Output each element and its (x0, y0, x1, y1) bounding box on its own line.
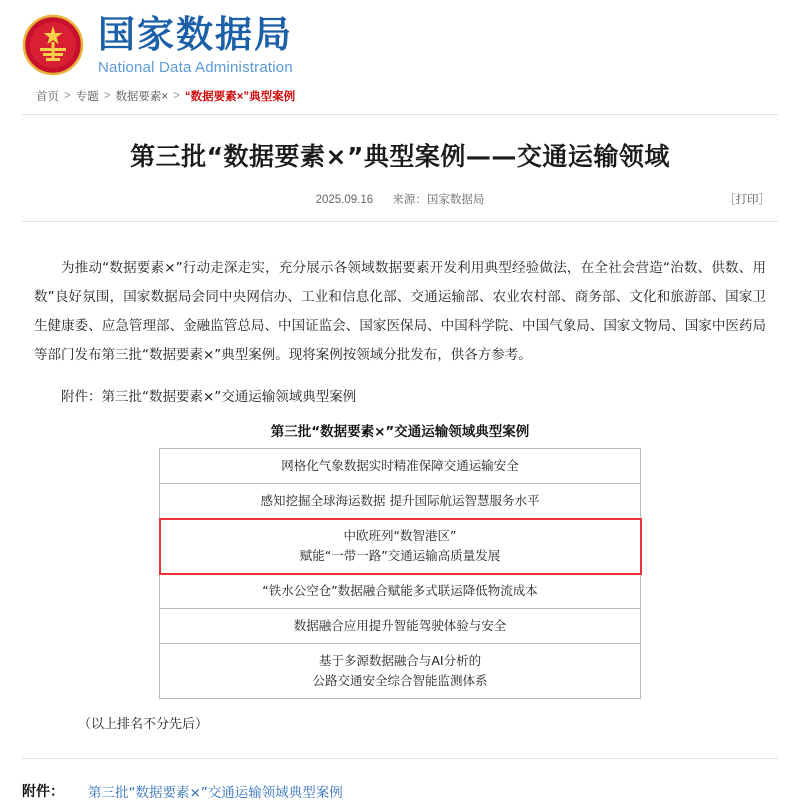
national-emblem-icon (22, 14, 84, 76)
article-body (34, 222, 766, 732)
case-line-2: 公路交通安全综合智能监测体系 (312, 673, 488, 688)
ranking-note: （以上排名不分先后） (78, 717, 209, 732)
footer-divider (22, 758, 778, 759)
attachment-label: 附件： (22, 784, 64, 800)
breadcrumb-separator: > (103, 90, 111, 102)
case-table-title: 第三批“数据要素×”交通运输领域典型案例 (270, 424, 530, 440)
case-cell: 感知挖掘全球海运数据 提升国际航运智慧服务水平 (160, 484, 641, 519)
breadcrumb (36, 88, 800, 104)
site-brand (98, 14, 293, 76)
table-row[interactable] (160, 484, 641, 519)
case-cell (160, 644, 641, 699)
attachment-section (22, 781, 800, 801)
breadcrumb-item-current: “数据要素×”典型案例 (184, 91, 296, 103)
header-divider (22, 114, 778, 115)
attachment-file-link[interactable]: 第三批“数据要素×”交通运输领域典型案例 (88, 785, 343, 801)
breadcrumb-separator: > (173, 90, 180, 102)
site-header (0, 0, 800, 76)
case-line-1: 基于多源数据融合与AI分析的 (318, 653, 482, 668)
case-cell: 网格化气象数据实时精准保障交通运输安全 (160, 449, 641, 484)
table-row-highlighted[interactable] (160, 519, 641, 574)
table-row[interactable] (160, 609, 641, 644)
article-meta (0, 191, 800, 207)
article-source: 来源：国家数据局 (392, 194, 485, 206)
breadcrumb-item-data-element[interactable]: 数据要素× (115, 91, 169, 103)
case-cell: “铁水公空仓”数据融合赋能多式联运降低物流成本 (160, 574, 641, 609)
case-line-1: 中欧班列“数智港区” (343, 528, 457, 543)
print-button[interactable]: ［打印］ (724, 194, 770, 206)
page-title: 第三批“数据要素×”典型案例——交通运输领域 (130, 142, 670, 171)
case-table (159, 448, 641, 699)
org-name-cn: 国家数据局 (98, 13, 293, 56)
table-row[interactable] (160, 574, 641, 609)
org-name-en: National Data Administration (98, 58, 293, 76)
table-row[interactable] (160, 644, 641, 699)
article-paragraph: 为推动“数据要素×”行动走深走实，充分展示各领域数据要素开发利用典型经验做法，在全社会营造“治数、供数、用数”良好氛围，国家数据局会同中央网信办、工业和信息化部、交通运输部、农业农村部、商务部、文化和旅游部、国家卫生健康委、应急管理部、金融监管总局、中国证监会、国家医保局、中国科学院、中国气象局、国家文物局、国家中医药局等部门发布第三批“数据要素×”典型案例。现将案例按领域分批发布，供各方参考。 (34, 259, 766, 363)
attachment-intro: 附件：第三批“数据要素×”交通运输领域典型案例 (61, 389, 357, 405)
case-line-2: 赋能“一带一路”交通运输高质量发展 (299, 548, 501, 563)
breadcrumb-separator: > (64, 90, 71, 102)
case-cell: 数据融合应用提升智能驾驶体验与安全 (160, 609, 641, 644)
breadcrumb-item-topic[interactable]: 专题 (75, 91, 99, 103)
case-cell (160, 519, 641, 574)
publish-date: 2025.09.16 (315, 194, 374, 206)
table-row[interactable] (160, 449, 641, 484)
breadcrumb-item-home[interactable]: 首页 (36, 91, 59, 103)
